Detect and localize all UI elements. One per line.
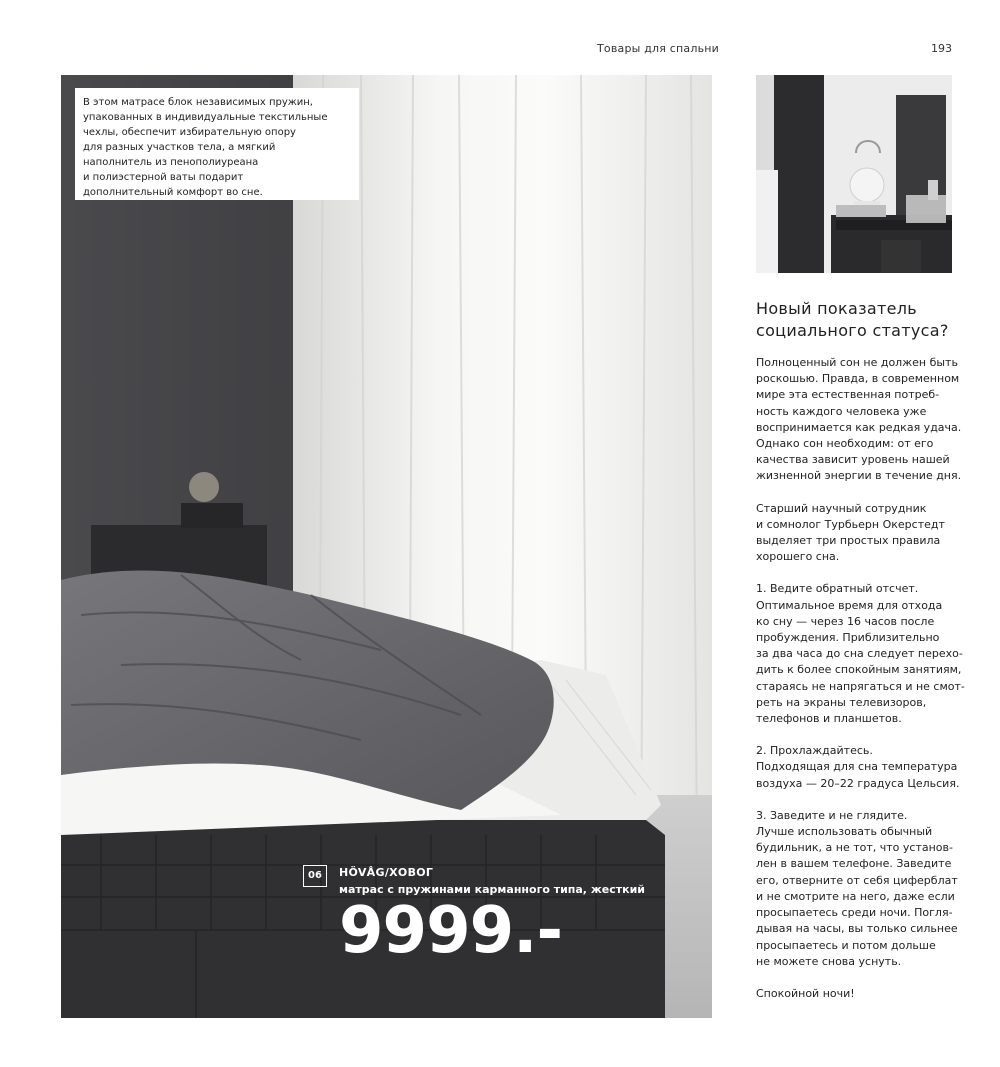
- product-number-badge: 06: [303, 865, 327, 887]
- article-paragraph: 1. Ведите обратный отсчет. Оптимальное время для отхода ко сну — через 16 часов после пробуждения. Приблизительно за два часа до сна следует перехо- дить к более спокойным занятиям, стараясь не напрягаться и не смот- реть на экраны телевизоров, телефонов и планшетов.: [756, 582, 965, 726]
- article-paragraph: Полноценный сон не должен быть роскошью. Правда, в современном мире эта естественная потреб- ность каждого человека уже воспринимается как редкая удача. Однако сон необходим: от его качества зависит уровень нашей жизненной энергии в течение дня.: [756, 356, 962, 483]
- article-paragraph: 2. Прохлаждайтесь. Подходящая для сна температура воздуха — 20–22 градуса Цельсия.: [756, 744, 960, 790]
- mattress-callout-text: [75, 88, 359, 200]
- product-price: 9999.-: [339, 894, 562, 968]
- article-paragraph: Спокойной ночи!: [756, 986, 855, 1000]
- callout-text: В этом матрасе блок независимых пружин, упакованных в индивидуальные текстильные чехлы, обеспечит избирательную опору для разных участков тела, а мягкий наполнитель из пенополиуреана и полиэстерной ваты подарит дополнительный комфорт во сне.: [83, 97, 328, 198]
- sidebar-heading: Новый показатель социального статуса?: [756, 299, 949, 340]
- sidebar-article: [756, 355, 966, 1018]
- nightstand-photo: [756, 75, 952, 273]
- page-number: 193: [931, 42, 952, 55]
- section-title: Товары для спальни: [597, 42, 720, 55]
- article-paragraph: 3. Заведите и не глядите. Лучше использовать обычный будильник, а не тот, что установ- лен в вашем телефоне. Заведите его, отверните от себя циферблат и не смотрите на него, даже если просыпаетесь среди ночи. Погля- дывая на часы, вы только сильнее просыпаетесь и потом дольше не можете снова уснуть.: [756, 808, 958, 968]
- article-paragraph: Старший научный сотрудник и сомнолог Турбьерн Окерстедт выделяет три простых правила хорошего сна.: [756, 501, 945, 564]
- product-description: матрас с пружинами карманного типа, жесткий: [339, 883, 646, 896]
- product-name: HÖVÅG/ХОВОГ: [339, 866, 434, 879]
